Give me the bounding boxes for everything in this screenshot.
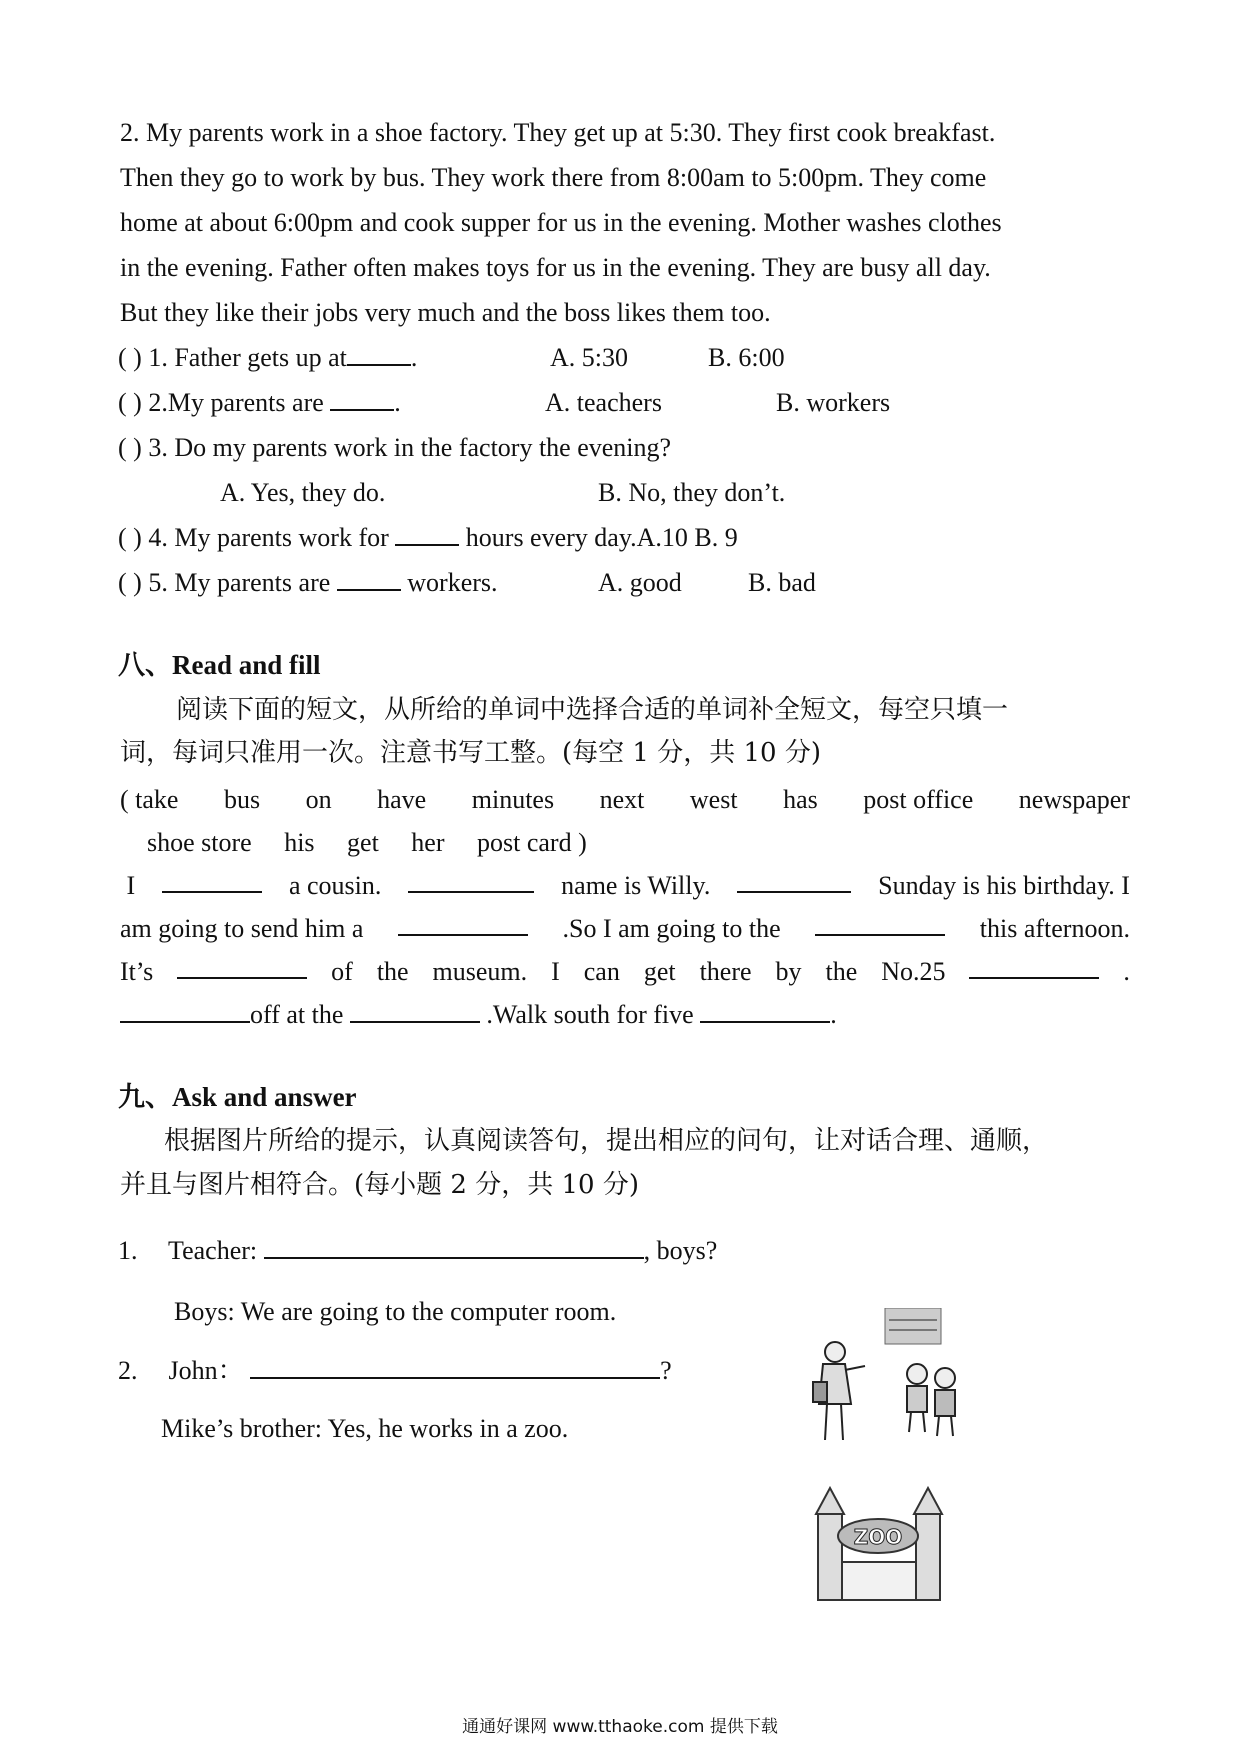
option-b[interactable]: B. workers (776, 388, 891, 417)
option-b[interactable]: B. bad (748, 568, 816, 597)
fill-blank[interactable] (395, 522, 459, 546)
instructions: 阅读下面的短文，从所给的单词中选择合适的单词补全短文，每空只填一 (176, 695, 1009, 725)
word-option: ( take (120, 785, 179, 814)
answer-paren[interactable]: ( ) (118, 523, 142, 552)
section-heading: 九、Ask and answer (118, 1082, 357, 1112)
fill-blank[interactable] (177, 955, 307, 979)
option-a[interactable]: A. good (598, 568, 682, 597)
word-option: on (305, 785, 332, 814)
answer-sentence: Mike’s brother: Yes, he works in a zoo. (161, 1414, 569, 1443)
computer-room-picture (885, 1308, 941, 1344)
fill-blank[interactable] (737, 869, 851, 893)
question-2: ( ) 2.My parents are . (118, 388, 401, 417)
question-1: ( ) 1. Father gets up at . (118, 343, 418, 372)
fill-line: am going to send him a .So I am going to the this afternoon. (120, 914, 1130, 943)
word-bank-row2: shoe store his get her post card ) (147, 828, 587, 857)
fill-blank[interactable] (337, 567, 401, 591)
fill-blank[interactable] (120, 999, 250, 1023)
answer-paren[interactable]: ( ) (118, 568, 142, 597)
fill-line: It’s of the museum. I can get there by the No.25 . (120, 957, 1130, 986)
word-option: post office (863, 785, 974, 814)
fill-blank[interactable] (398, 912, 528, 936)
option-b[interactable]: B. No, they don’t. (598, 478, 786, 507)
answer-paren[interactable]: ( ) (118, 343, 142, 372)
zoo-sign: ZOO (853, 1525, 903, 1549)
ask-question-1: 1. Teacher: , boys? (118, 1236, 718, 1265)
answer-sentence: Boys: We are going to the computer room. (174, 1297, 617, 1326)
teacher-figure (813, 1342, 865, 1440)
word-bank (120, 783, 1130, 817)
word-option: bus (223, 785, 261, 814)
question-4: ( ) 4. My parents work for hours every day.A.10 B. 9 (118, 523, 738, 552)
fill-blank[interactable] (408, 869, 534, 893)
passage-line: Then they go to work by bus. They work there from 8:00am to 5:00pm. They come (120, 163, 987, 192)
fill-blank[interactable] (350, 999, 480, 1023)
boys-figure (907, 1364, 955, 1436)
fill-blank[interactable] (347, 342, 411, 366)
section-heading: 八、Read and fill (118, 650, 321, 680)
instructions: 根据图片所给的提示，认真阅读答句，提出相应的问句，让对话合理、通顺， (164, 1126, 1049, 1156)
answer-paren[interactable]: ( ) (118, 433, 142, 462)
word-option: have (377, 785, 427, 814)
option-a[interactable]: A. teachers (545, 388, 662, 417)
fill-blank[interactable] (330, 387, 394, 411)
fill-line: I a cousin. name is Willy. Sunday is his birthday. I (126, 871, 1130, 900)
fill-line: off at the .Walk south for five . (120, 998, 837, 1032)
passage-line: 2. My parents work in a shoe factory. They get up at 5:30. They first cook breakfast. (120, 118, 996, 147)
answer-line[interactable] (264, 1235, 644, 1259)
teacher-boys-illustration (805, 1308, 985, 1458)
zoo-gate-illustration (808, 1484, 958, 1604)
answer-paren[interactable]: ( ) (118, 388, 142, 417)
word-option: newspaper (1018, 785, 1130, 814)
ask-question-2: 2. John： ? (118, 1356, 672, 1385)
option-a[interactable]: A. Yes, they do. (220, 478, 386, 507)
instructions: 并且与图片相符合。(每小题 2 分，共 10 分) (120, 1170, 639, 1200)
passage-line: in the evening. Father often makes toys for us in the evening. They are busy all day. (120, 253, 991, 282)
footer: 通通好课网 www.tthaoke.com 提供下载 (462, 1717, 778, 1737)
passage-line: home at about 6:00pm and cook supper for us in the evening. Mother washes clothes (120, 208, 1002, 237)
answer-line[interactable] (250, 1355, 660, 1379)
word-option: west (689, 785, 738, 814)
question-3: ( ) 3. Do my parents work in the factory the evening? (118, 433, 672, 462)
fill-blank[interactable] (162, 869, 262, 893)
question-5: ( ) 5. My parents are workers. (118, 568, 498, 597)
fill-blank[interactable] (700, 999, 830, 1023)
word-option: next (599, 785, 645, 814)
option-a[interactable]: A. 5:30 (550, 343, 628, 372)
fill-blank[interactable] (969, 955, 1099, 979)
passage-line: But they like their jobs very much and the boss likes them too. (120, 298, 771, 327)
fill-blank[interactable] (815, 912, 945, 936)
instructions: 词，每词只准用一次。注意书写工整。(每空 1 分，共 10 分) (120, 738, 821, 768)
word-option: minutes (471, 785, 555, 814)
option-b[interactable]: B. 6:00 (708, 343, 785, 372)
word-option: has (783, 785, 818, 814)
